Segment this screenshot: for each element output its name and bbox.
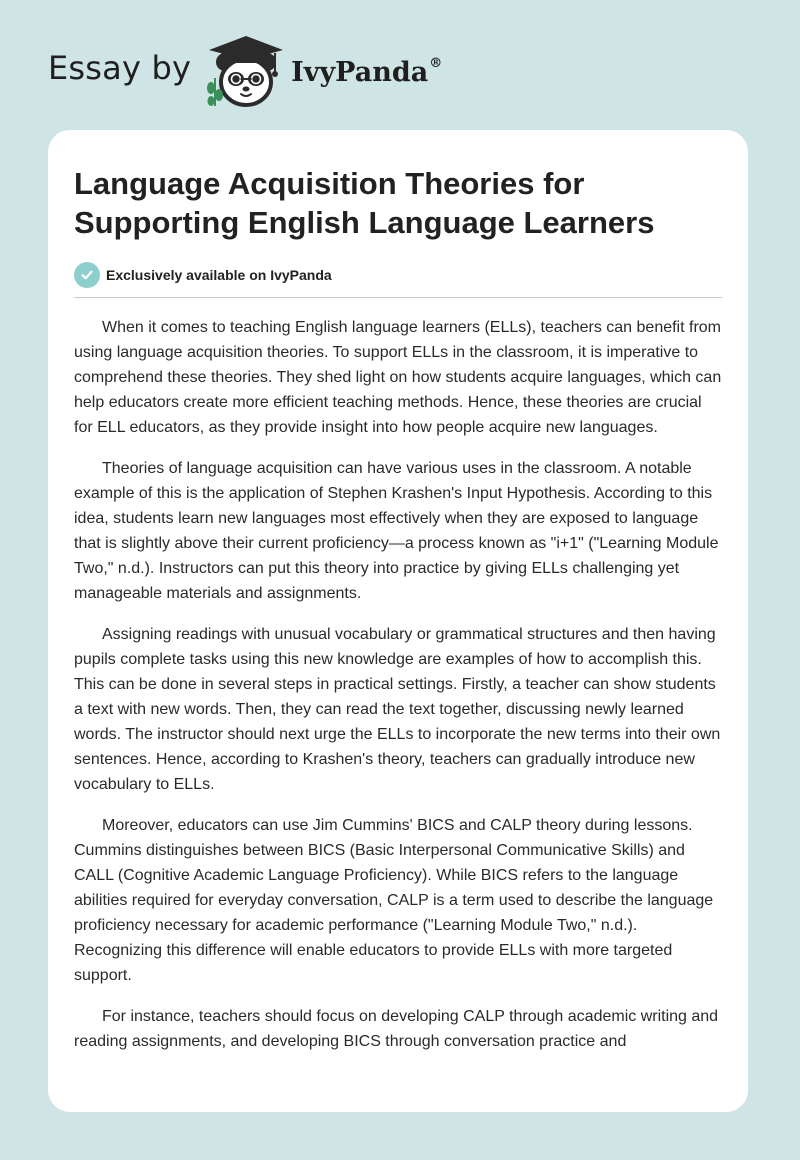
- registered-mark: ®: [429, 55, 443, 71]
- essay-paragraph: Moreover, educators can use Jim Cummins' BICS and CALP theory during lessons. Cummins distinguishes between BICS (Basic Interpersonal Communicative Skills) and CALL (Cognitive Academic Language Proficiency). While BICS refers to the language abilities required for everyday conversation, CALP is a term used to describe the language proficiency necessary for academic performance ("Learning Module Two," n.d.). Recognizing this difference will enable educators to provide ELLs with more targeted support.: [74, 817, 714, 984]
- essay-title: Language Acquisition Theories for Supporting English Language Learners: [74, 166, 655, 240]
- divider: [74, 297, 722, 298]
- exclusive-badge-label: Exclusively available on IvyPanda: [106, 267, 332, 283]
- essay-body: [74, 315, 722, 1054]
- essay-paragraph: Theories of language acquisition can have various uses in the classroom. A notable example of this is the application of Stephen Krashen's Input Hypothesis. According to this idea, students learn new languages most effectively when they are exposed to language that is slightly above their current proficiency—a process known as "i+1" ("Learning Module Two," n.d.). Instructors can put this theory into practice by giving ELLs challenging yet manageable materials and assignments.: [74, 460, 719, 602]
- brand-name: IvyPanda®: [291, 55, 443, 88]
- essay-card: [48, 130, 748, 1112]
- essay-paragraph: Assigning readings with unusual vocabulary or grammatical structures and then having pupils complete tasks using this new knowledge are examples of how to accomplish this. This can be done in several steps in practical settings. Firstly, a teacher can show students a text with new words. Then, they can read the text together, discussing newly learned words. The instructor should next urge the ELLs to incorporate the new terms into their own sentences. Hence, according to Krashen's theory, teachers can gradually introduce new vocabulary to ELLs.: [74, 626, 721, 793]
- brand-prefix: Essay by: [48, 49, 192, 87]
- essay-paragraph: When it comes to teaching English language learners (ELLs), teachers can benefit from using language acquisition theories. To support ELLs in the classroom, it is imperative to comprehend these theories. They shed light on how students acquire languages, which can help educators create more efficient teaching methods. Hence, these theories are crucial for ELL educators, as they provide insight into how people acquire new languages.: [74, 319, 722, 436]
- essay-paragraph: For instance, teachers should focus on developing CALP through academic writing and reading assignments, and developing BICS through conversation practice and: [74, 1008, 719, 1050]
- check-circle-icon: [74, 262, 100, 288]
- panda-graduation-cap-icon: [205, 30, 287, 110]
- exclusive-badge: [74, 262, 722, 288]
- brand-header[interactable]: [48, 30, 442, 110]
